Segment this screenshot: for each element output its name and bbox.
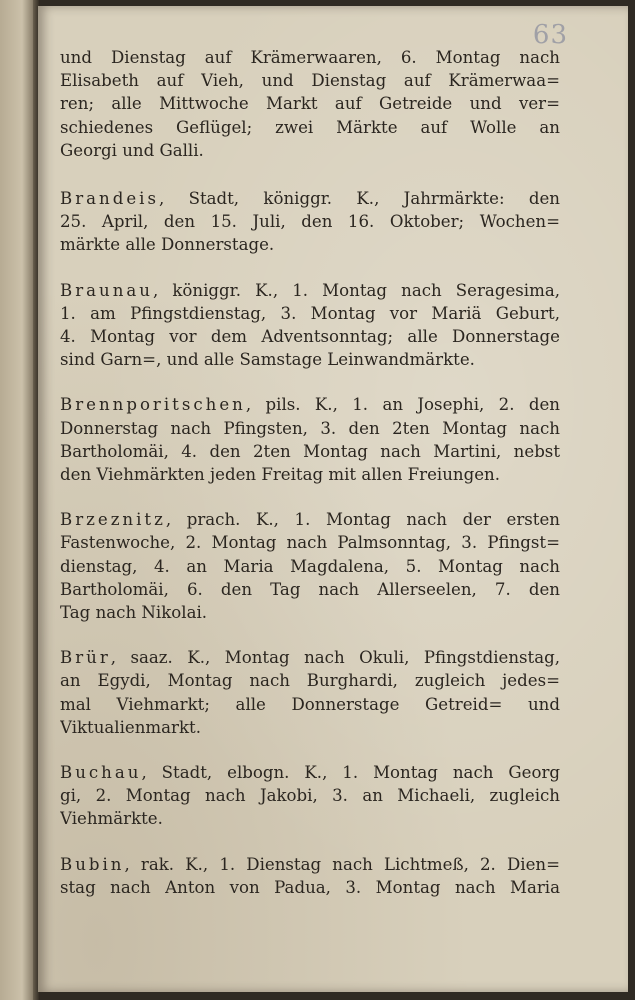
entry-brandeis — [60, 187, 560, 257]
text-line — [60, 646, 560, 669]
place-name: Braunau — [60, 280, 153, 300]
place-name: Brür — [60, 648, 111, 668]
entry-text: , prach. K., 1. Montag nach der ersten — [165, 510, 560, 530]
text-line — [60, 508, 560, 531]
entry-buchau — [60, 761, 560, 831]
text-line — [60, 761, 560, 784]
page-text — [60, 46, 560, 921]
entry-continuation — [60, 46, 560, 162]
text-line: Fastenwoche, 2. Montag nach Palmsonntag, 3. Pfingst= — [60, 533, 560, 553]
place-name: Bubin — [60, 854, 125, 874]
text-line: 25. April, den 15. Juli, den 16. Oktober; Wochen= — [60, 212, 560, 232]
text-line — [60, 853, 560, 876]
place-name: Brandeis — [60, 189, 159, 209]
entry-text: , Stadt, elbogn. K., 1. Montag nach Georg — [141, 763, 560, 783]
text-line: Viehmärkte. — [60, 809, 163, 829]
text-line: Bartholomäi, 6. den Tag nach Allerseelen, 7. den — [60, 579, 560, 599]
place-name: Brzeznitz — [60, 510, 166, 530]
text-line: Elisabeth auf Vieh, und Dienstag auf Krämerwaa= — [60, 71, 560, 91]
text-line: an Egydi, Montag nach Burghardi, zugleich jedes= — [60, 671, 560, 691]
previous-page-edge — [0, 0, 40, 1000]
text-line — [60, 393, 560, 416]
text-line: 1. am Pfingstdienstag, 3. Montag vor Mariä Geburt, — [60, 303, 560, 323]
entry-braunau — [60, 279, 560, 372]
entry-brzeznitz — [60, 508, 560, 624]
text-line: Bartholomäi, 4. den 2ten Montag nach Martini, nebst — [60, 441, 560, 461]
text-line: Donnerstag nach Pfingsten, 3. den 2ten Montag nach — [60, 418, 560, 438]
text-line: und Dienstag auf Krämerwaaren, 6. Montag nach — [60, 48, 560, 67]
entry-text: , saaz. K., Montag nach Okuli, Pfingstdienstag, — [110, 648, 560, 668]
text-line: mal Viehmarkt; alle Donnerstage Getreid= und — [60, 694, 560, 714]
text-line: gi, 2. Montag nach Jakobi, 3. an Michaeli, zugleich — [60, 786, 560, 806]
page-number: 63 — [532, 20, 568, 50]
text-line: stag nach Anton von Padua, 3. Montag nach Maria — [60, 877, 560, 897]
text-line: märkte alle Donnerstage. — [60, 235, 275, 255]
text-line — [60, 187, 560, 210]
text-line: den Viehmärkten jeden Freitag mit allen Freiungen. — [60, 465, 501, 485]
text-line: Tag nach Nikolai. — [60, 603, 208, 623]
text-line: Viktualienmarkt. — [60, 717, 201, 737]
entry-brennporitschen — [60, 393, 560, 486]
book-page — [38, 6, 628, 992]
place-name: Buchau — [60, 763, 142, 783]
entry-text: , Stadt, königgr. K., Jahrmärkte: den — [158, 189, 560, 209]
text-line: Georgi und Galli. — [60, 140, 204, 160]
entry-brux — [60, 646, 560, 739]
text-line: dienstag, 4. an Maria Magdalena, 5. Montag nach — [60, 556, 560, 576]
entry-text: , königgr. K., 1. Montag nach Seragesima, — [152, 280, 560, 300]
text-line: 4. Montag vor dem Adventsonntag; alle Donnerstage — [60, 327, 560, 347]
entry-bubin — [60, 853, 560, 899]
text-line: ren; alle Mittwoche Markt auf Getreide und ver= — [60, 94, 560, 114]
place-name: Brennporitschen — [60, 395, 246, 415]
entry-text: , pils. K., 1. an Josephi, 2. den — [245, 395, 560, 415]
text-line — [60, 279, 560, 302]
text-line: sind Garn=, und alle Samstage Leinwandmärkte. — [60, 350, 475, 370]
entry-text: , rak. K., 1. Dienstag nach Lichtmeß, 2. Dien= — [124, 854, 560, 874]
text-line: schiedenes Geflügel; zwei Märkte auf Wolle an — [60, 117, 560, 137]
